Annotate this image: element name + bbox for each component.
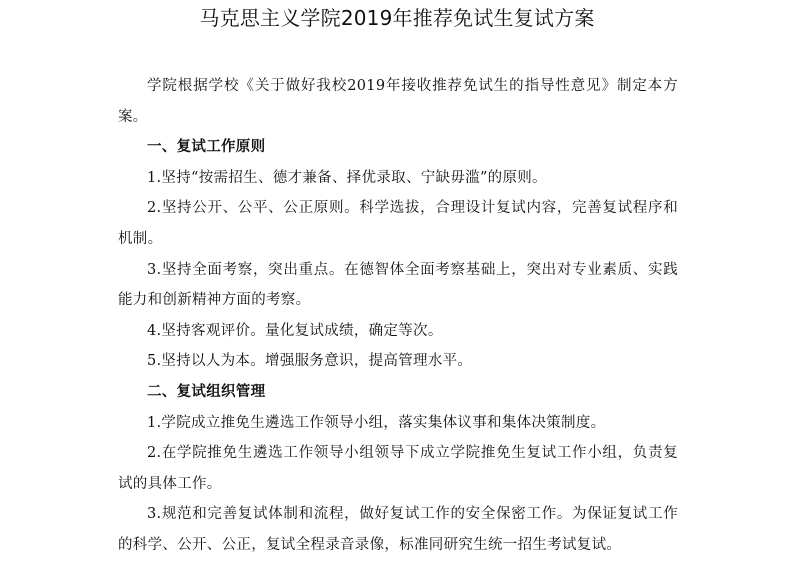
principle-item-3: 3.坚持全面考察，突出重点。在德智体全面考察基础上，突出对专业素质、实践能力和创新精神方面的考察。: [118, 261, 678, 309]
principle-item-2: 2.坚持公开、公平、公正原则。科学选拔，合理设计复试内容，完善复试程序和机制。: [118, 200, 678, 247]
section-heading-organization: 二、复试组织管理: [147, 383, 266, 400]
principle-item-5: 5.坚持以人为本。增强服务意识，提高管理水平。: [147, 353, 473, 370]
document-title: 马克思主义学院2019年推荐免试生复试方案: [199, 6, 595, 30]
principle-item-1: 1.坚持“按需招生、德才兼备、择优录取、宁缺毋滥”的原则。: [147, 169, 547, 186]
document-body: [118, 71, 678, 561]
organization-item-2: 2.在学院推免生遴选工作领导小组领导下成立学院推免生复试工作小组，负责复试的具体工作。: [118, 445, 678, 492]
intro-paragraph: 学院根据学校《关于做好我校2019年接收推荐免试生的指导性意见》制定本方案。: [118, 78, 678, 125]
organization-item-1: 1.学院成立推免生遴选工作领导小组，落实集体议事和集体决策制度。: [147, 414, 606, 431]
organization-item-3: 3.规范和完善复试体制和流程，做好复试工作的安全保密工作。为保证复试工作的科学、公开、公正，复试全程录音录像，标准同研究生统一招生考试复试。: [118, 506, 678, 553]
principle-item-4: 4.坚持客观评价。量化复试成绩，确定等次。: [147, 322, 443, 339]
section-heading-principles: 一、复试工作原则: [147, 139, 266, 156]
